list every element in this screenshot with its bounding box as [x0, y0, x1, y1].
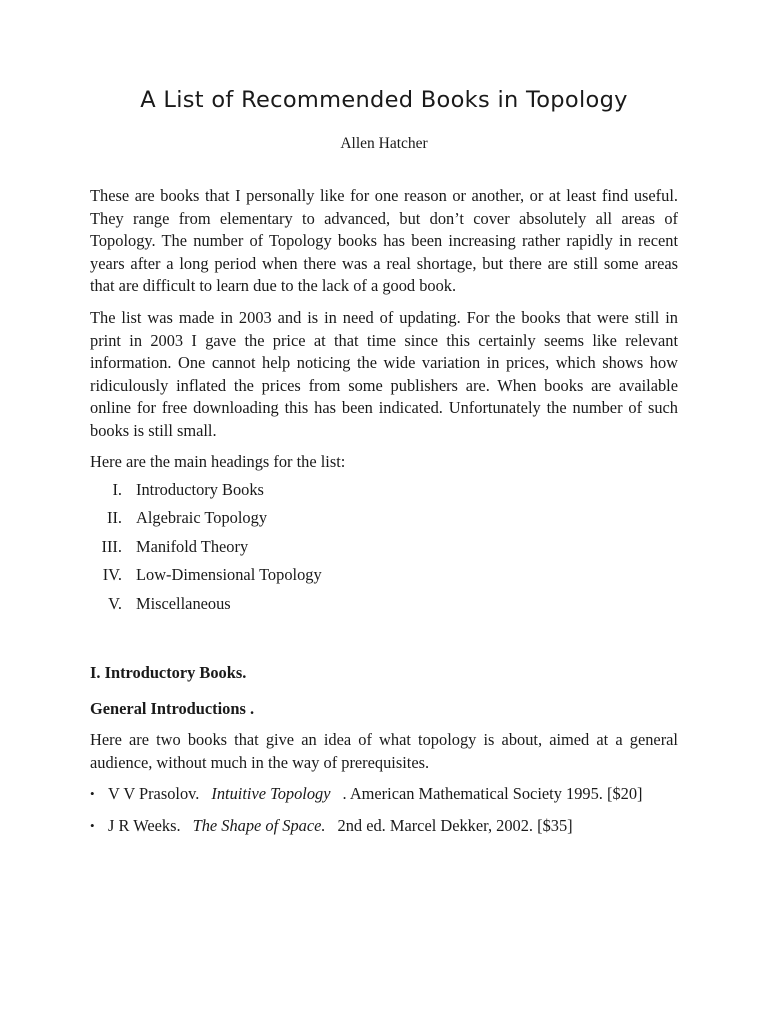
reference-authors: V V Prasolov.: [108, 784, 200, 803]
subsection-intro-paragraph: Here are two books that give an idea of what topology is about, aimed at a general audience, without much in the way of prerequisites.: [90, 730, 678, 772]
headings-intro-paragraph: Here are the main headings for the list:: [90, 452, 346, 471]
reference-details: . American Mathematical Society 1995. [$20]: [342, 784, 643, 803]
list-item: [90, 507, 678, 535]
bullet-icon: •: [90, 818, 95, 833]
heading-label: Low-Dimensional Topology: [136, 565, 322, 585]
document-author: Allen Hatcher: [340, 135, 428, 152]
heading-label: Introductory Books: [136, 480, 264, 499]
heading-label: Algebraic Topology: [136, 508, 268, 528]
heading-number: I.: [112, 480, 122, 499]
reference-authors: J R Weeks.: [108, 816, 181, 835]
update-note-paragraph: The list was made in 2003 and is in need of updating. For the books that were still in print in 2003 I gave the price at that time since this certainly seems like relevant information. One cannot help noticing the wide variation in prices, which shows how ridiculously inflated the prices from some publishers are. When books are available online for free downloading this has been indicated. Unfortunately the number of such books is still small.: [90, 308, 678, 440]
heading-number: III.: [101, 536, 122, 556]
headings-list: [90, 479, 678, 621]
list-item: [90, 593, 678, 621]
list-item: [90, 564, 678, 592]
reference-details: 2nd ed. Marcel Dekker, 2002. [$35]: [337, 816, 573, 835]
reference-title: The Shape of Space.: [192, 816, 326, 835]
list-item: [90, 479, 678, 507]
heading-label: Manifold Theory: [136, 536, 249, 556]
heading-number: V.: [108, 593, 122, 613]
list-item: [90, 536, 678, 564]
reference-entry: [108, 783, 642, 805]
heading-number: IV.: [102, 565, 122, 585]
document-title: A List of Recommended Books in Topology: [140, 87, 628, 113]
list-item: [90, 783, 678, 815]
bullet-icon: •: [90, 786, 95, 801]
intro-paragraph: These are books that I personally like for one reason or another, or at least find useful. They range from elementary to advanced, but don’t cover absolutely all areas of Topology. The number of Topology books has been increasing rather rapidly in recent years after a long period when there was a real shortage, but there are still some areas that are difficult to learn due to the lack of a good book.: [90, 186, 678, 296]
list-item: [90, 815, 678, 847]
reference-entry: [108, 815, 573, 837]
section-heading: I. Introductory Books.: [90, 663, 247, 682]
heading-label: Miscellaneous: [136, 593, 231, 613]
subsection-heading: General Introductions .: [90, 699, 255, 718]
reference-title: Intuitive Topology: [211, 784, 331, 803]
heading-number: II.: [106, 508, 122, 528]
reference-list: [90, 783, 678, 847]
